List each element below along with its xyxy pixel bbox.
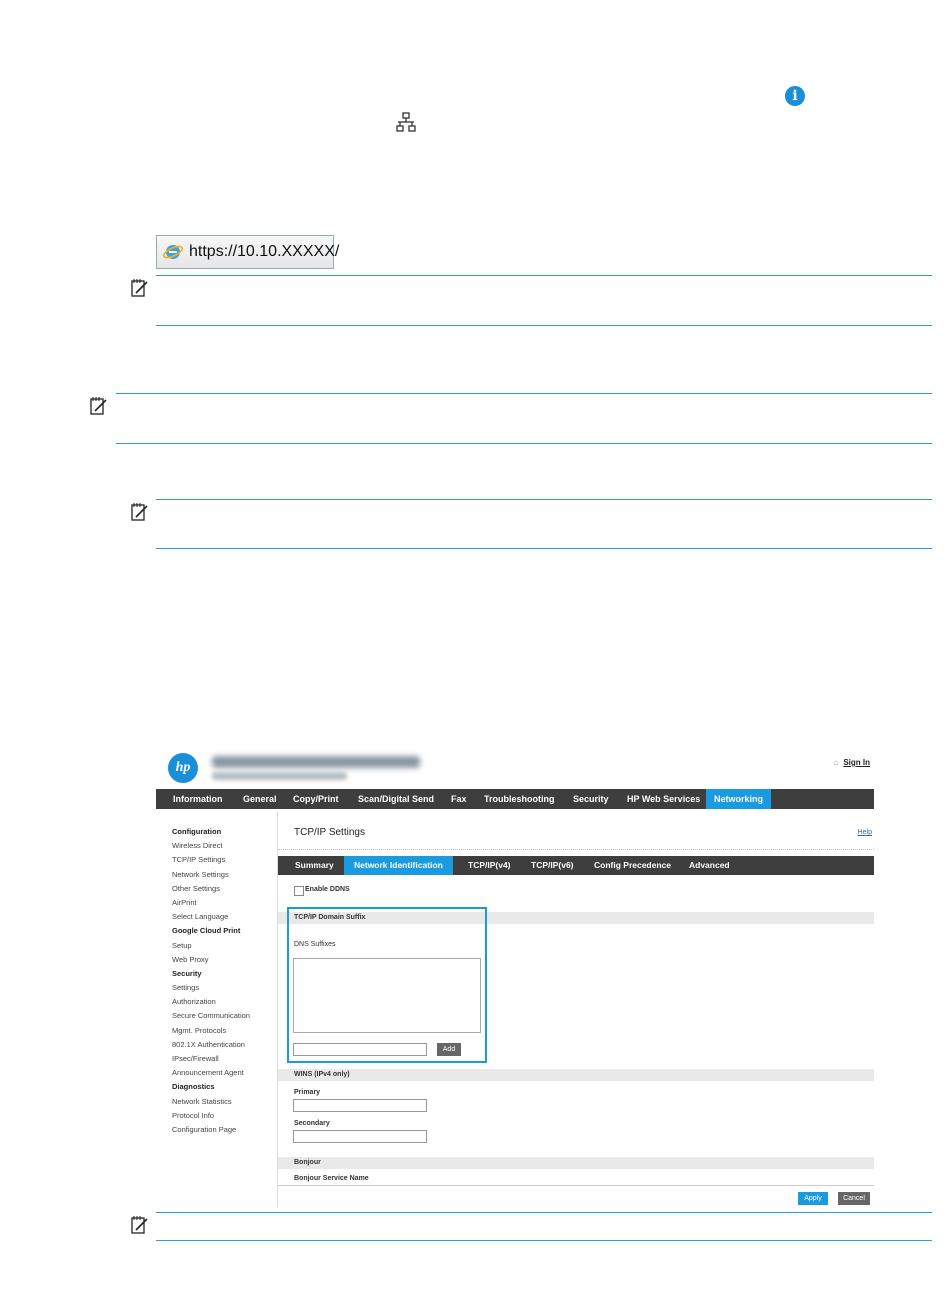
sidebar-item-other-settings[interactable]: Other Settings: [172, 883, 220, 893]
sidebar-item-settings[interactable]: Settings: [172, 983, 200, 993]
ews-screenshot: [156, 745, 876, 1208]
blurred-printer-name: [212, 756, 420, 768]
sub-tabs: [278, 856, 874, 875]
sidebar-item-configuration: Configuration: [172, 827, 222, 836]
sidebar-item-wireless-direct[interactable]: Wireless Direct: [172, 841, 223, 851]
blurred-printer-address: [212, 772, 347, 780]
sidebar-item-mgmt-protocols[interactable]: Mgmt. Protocols: [172, 1025, 227, 1035]
sidebar-item-google-cloud-print: Google Cloud Print: [172, 926, 241, 936]
apply-button[interactable]: Apply: [798, 1192, 828, 1205]
sidebar-item-diagnostics: Diagnostics: [172, 1082, 215, 1092]
sidebar-item-select-language[interactable]: Select Language: [172, 912, 229, 922]
tab-config-precedence[interactable]: Config Precedence: [594, 860, 671, 870]
sidebar-item-8021x-authentication[interactable]: 802.1X Authentication: [172, 1039, 245, 1049]
sidebar-item-authorization[interactable]: Authorization: [172, 997, 216, 1007]
tab-tcpip-v4[interactable]: TCP/IP(v4): [468, 860, 511, 870]
note-divider: [116, 443, 932, 444]
top-nav-information[interactable]: Information: [173, 794, 223, 804]
sign-in-link[interactable]: ⌂ Sign In: [833, 758, 870, 767]
dns-suffixes-list[interactable]: [293, 958, 481, 1033]
internet-explorer-icon: [163, 242, 183, 262]
note-divider: [156, 1240, 932, 1241]
tab-advanced[interactable]: Advanced: [689, 860, 730, 870]
section-wins: [278, 1069, 874, 1081]
top-nav: [156, 789, 874, 809]
sidebar-item-announcement-agent[interactable]: Announcement Agent: [172, 1068, 244, 1078]
note-divider: [156, 275, 932, 276]
dns-suffix-input[interactable]: [293, 1043, 427, 1056]
top-nav-scan-digital-send[interactable]: Scan/Digital Send: [358, 794, 435, 804]
note-divider: [116, 393, 932, 394]
home-icon: ⌂: [833, 758, 839, 767]
secondary-label: Secondary: [294, 1120, 330, 1127]
sidebar-item-network-settings[interactable]: Network Settings: [172, 869, 229, 879]
primary-wins-input[interactable]: [293, 1099, 427, 1112]
sidebar-item-secure-communication[interactable]: Secure Communication: [172, 1011, 250, 1021]
enable-ddns-label: Enable DDNS: [305, 886, 350, 893]
network-icon: [396, 112, 416, 134]
top-nav-networking[interactable]: Networking: [706, 789, 771, 809]
tab-summary[interactable]: Summary: [295, 860, 334, 870]
add-button[interactable]: Add: [437, 1043, 461, 1056]
note-divider: [156, 325, 932, 326]
note-divider: [156, 1212, 932, 1213]
secondary-wins-input[interactable]: [293, 1130, 427, 1143]
cancel-button[interactable]: Cancel: [838, 1192, 870, 1205]
sidebar-item-configuration-page[interactable]: Configuration Page: [172, 1124, 237, 1134]
page-title: TCP/IP Settings: [294, 827, 365, 838]
section-wins-label: WINS (IPv4 only): [294, 1071, 350, 1078]
info-icon: i: [785, 86, 805, 106]
dns-suffixes-label: DNS Suffixes: [294, 941, 336, 948]
section-bonjour: [278, 1157, 874, 1169]
top-nav-copy-print[interactable]: Copy/Print: [293, 794, 339, 804]
note-icon: [131, 1215, 149, 1235]
sidebar-item-tcpip-settings[interactable]: TCP/IP Settings: [172, 855, 226, 865]
sidebar-item-airprint[interactable]: AirPrint: [172, 897, 197, 907]
bonjour-service-name-label: Bonjour Service Name: [294, 1175, 369, 1182]
note-icon: [90, 396, 108, 416]
section-bonjour-label: Bonjour: [294, 1159, 321, 1166]
note-icon: [131, 278, 149, 298]
footer-divider: [278, 1185, 874, 1186]
enable-ddns-checkbox[interactable]: [294, 886, 304, 896]
note-icon: [131, 502, 149, 522]
help-link[interactable]: Help: [857, 829, 872, 836]
top-nav-general[interactable]: General: [243, 794, 277, 804]
note-divider: [156, 548, 932, 549]
top-nav-fax[interactable]: Fax: [451, 794, 467, 804]
title-divider: [278, 849, 874, 850]
sidebar-item-protocol-info[interactable]: Protocol Info: [172, 1110, 215, 1120]
browser-address-bar: [156, 235, 340, 269]
primary-label: Primary: [294, 1089, 321, 1096]
top-nav-hp-web-services[interactable]: HP Web Services: [627, 794, 701, 804]
sidebar-item-security: Security: [172, 968, 202, 978]
sidebar-item-setup[interactable]: Setup: [172, 940, 192, 950]
sidebar: [172, 825, 276, 1137]
note-divider: [156, 499, 932, 500]
sidebar-item-network-statistics[interactable]: Network Statistics: [172, 1096, 232, 1106]
top-nav-security[interactable]: Security: [573, 794, 609, 804]
top-nav-troubleshooting[interactable]: Troubleshooting: [484, 794, 555, 804]
tab-network-identification[interactable]: Network Identification: [344, 856, 453, 875]
sidebar-item-ipsec-firewall[interactable]: IPsec/Firewall: [172, 1054, 219, 1063]
hp-logo: hp: [168, 753, 198, 783]
url-text: https://10.10.XXXXX/: [189, 243, 340, 260]
sidebar-item-web-proxy[interactable]: Web Proxy: [172, 954, 209, 964]
tab-tcpip-v6[interactable]: TCP/IP(v6): [531, 860, 574, 870]
section-domain-suffix-label: TCP/IP Domain Suffix: [294, 914, 366, 921]
